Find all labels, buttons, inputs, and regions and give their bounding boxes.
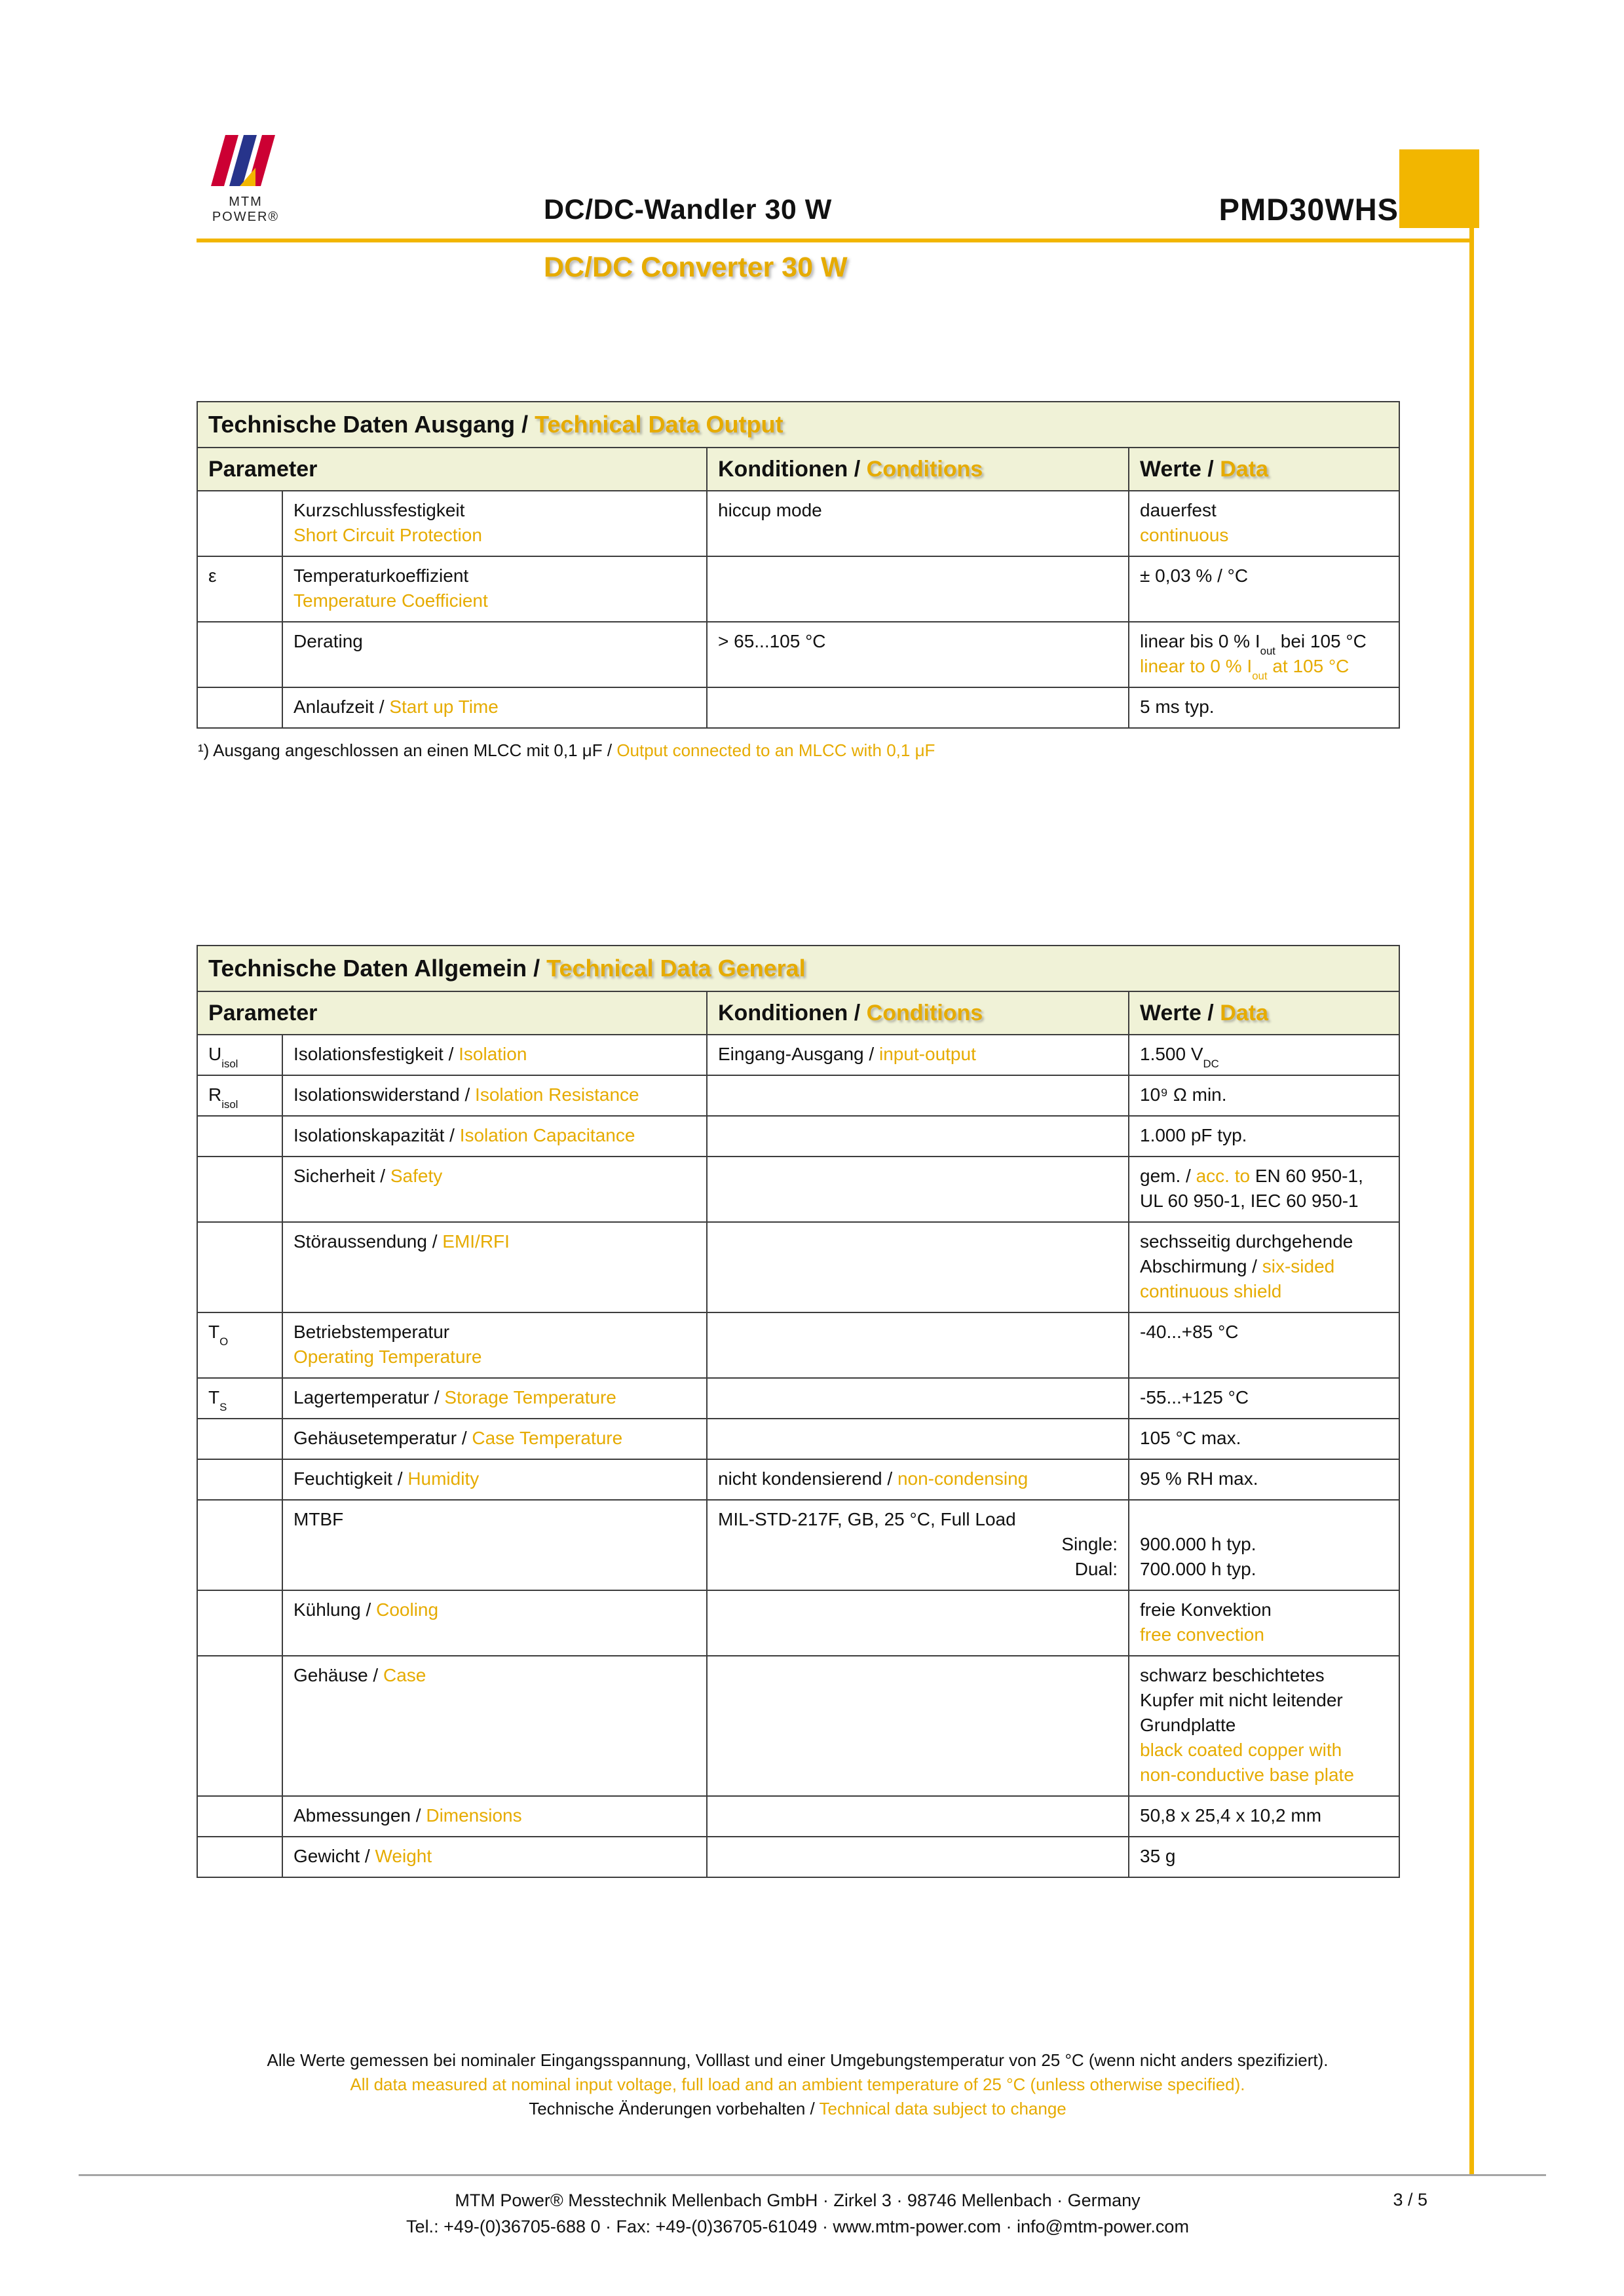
value-text: 50,8 x 25,4 x 10,2 mm — [1140, 1805, 1322, 1826]
cond-line2: Single: — [1061, 1534, 1118, 1554]
cell-parameter — [282, 1378, 707, 1419]
param-en: Storage Temperature — [444, 1387, 616, 1407]
cell-conditions — [707, 1222, 1129, 1312]
param-de: MTBF — [293, 1509, 344, 1529]
value-line3: Grundplatte — [1140, 1715, 1236, 1735]
row-mtbf — [197, 1500, 1399, 1590]
output-table-header-row — [197, 448, 1399, 491]
note-german: Alle Werte gemessen bei nominaler Eingangsspannung, Volllast und einer Umgebungstemperatur von 25 °C (wenn nicht anders spezifiziert). — [267, 2050, 1329, 2070]
param-de: Derating — [293, 631, 363, 651]
param-en: Isolation — [459, 1044, 527, 1064]
value-line1: sechsseitig durchgehende — [1140, 1231, 1353, 1252]
value-line1: schwarz beschichtetes — [1140, 1665, 1325, 1685]
output-table — [197, 401, 1400, 729]
cell-parameter — [282, 1222, 707, 1312]
param-en: Humidity — [407, 1468, 480, 1489]
param-de: Kurzschlussfestigkeit — [293, 500, 465, 520]
row-symbol — [197, 1500, 282, 1590]
value-rest: EN 60 950-1, — [1250, 1166, 1363, 1186]
header-accent-rule — [197, 239, 1473, 242]
cond-line3: Dual: — [1074, 1559, 1118, 1579]
accent-vertical-rule — [1469, 228, 1474, 2174]
col-cond-de: Konditionen / — [718, 1001, 867, 1025]
cell-parameter — [282, 556, 707, 622]
value-text: 10⁹ Ω min. — [1140, 1084, 1227, 1105]
cell-conditions — [707, 491, 1129, 556]
output-table-footnote — [197, 739, 1399, 761]
row-symbol — [197, 491, 282, 556]
row-temp-coefficient — [197, 556, 1399, 622]
param-en: Isolation Resistance — [475, 1084, 639, 1105]
product-code: PMD30WHS — [1218, 192, 1399, 227]
cell-parameter — [282, 1116, 707, 1157]
value-en: free convection — [1140, 1624, 1264, 1645]
value-de-text: linear bis 0 % I — [1140, 631, 1260, 651]
column-header-data — [1129, 991, 1399, 1035]
row-emi-rfi — [197, 1222, 1399, 1312]
cell-parameter — [282, 1656, 707, 1796]
title-en: Technical Data Output — [535, 411, 784, 438]
cell-conditions — [707, 1796, 1129, 1837]
symbol-epsilon: ε — [208, 565, 217, 586]
doc-title-german: DC/DC-Wandler 30 W — [544, 194, 832, 225]
footer-company-line: MTM Power® Messtechnik Mellenbach GmbH · Zirkel 3 · 98746 Mellenbach · Germany — [455, 2191, 1141, 2210]
cell-conditions — [707, 1419, 1129, 1459]
value-text: 105 °C max. — [1140, 1428, 1241, 1448]
cell-conditions — [707, 1116, 1129, 1157]
value-de: gem. / — [1140, 1166, 1196, 1186]
symbol-t: T — [208, 1387, 220, 1407]
param-en: Isolation Capacitance — [459, 1125, 635, 1145]
row-humidity — [197, 1459, 1399, 1500]
param-en: Temperature Coefficient — [293, 590, 488, 611]
general-table-title — [197, 946, 1399, 991]
value-line2 — [1140, 1254, 1388, 1279]
note-changes — [197, 2097, 1399, 2121]
cell-parameter — [282, 1075, 707, 1116]
row-short-circuit — [197, 491, 1399, 556]
cond-text: > 65...105 °C — [718, 631, 826, 651]
cell-conditions — [707, 1500, 1129, 1590]
value-text: ± 0,03 % / °C — [1140, 565, 1249, 586]
cond-text: hiccup mode — [718, 500, 822, 520]
cell-value — [1129, 1116, 1399, 1157]
value-line2: Kupfer mit nicht leitender — [1140, 1690, 1343, 1710]
output-table-title-row — [197, 402, 1399, 448]
cell-value — [1129, 1419, 1399, 1459]
mtm-logo-icon — [207, 131, 284, 189]
cell-conditions — [707, 687, 1129, 728]
cond-line1: MIL-STD-217F, GB, 25 °C, Full Load — [718, 1509, 1016, 1529]
cell-parameter — [282, 687, 707, 728]
row-symbol — [197, 1157, 282, 1222]
mtm-logo — [193, 131, 298, 225]
row-dimensions — [197, 1796, 1399, 1837]
cell-value — [1129, 687, 1399, 728]
value-en — [1140, 654, 1388, 683]
cell-conditions — [707, 1590, 1129, 1656]
row-symbol — [197, 1222, 282, 1312]
cell-value — [1129, 1378, 1399, 1419]
row-isolation-resistance — [197, 1075, 1399, 1116]
row-symbol — [197, 1116, 282, 1157]
value-text: 1.500 V — [1140, 1044, 1203, 1064]
row-symbol — [197, 1590, 282, 1656]
general-table — [197, 945, 1400, 1878]
note-changes-de: Technische Änderungen vorbehalten / — [529, 2099, 820, 2118]
value-en: continuous — [1140, 525, 1229, 545]
column-header-conditions — [707, 991, 1129, 1035]
row-symbol — [197, 1656, 282, 1796]
symbol-sub: O — [219, 1335, 229, 1349]
param-de: Kühlung / — [293, 1599, 377, 1620]
cell-conditions — [707, 1035, 1129, 1075]
param-de: Isolationswiderstand / — [293, 1084, 476, 1105]
param-de: Anlaufzeit / — [293, 697, 390, 717]
value-text: 1.000 pF typ. — [1140, 1125, 1247, 1145]
col-param-label: Parameter — [208, 457, 318, 482]
param-en: Safety — [390, 1166, 443, 1186]
cell-conditions — [707, 1075, 1129, 1116]
param-de: Lagertemperatur / — [293, 1387, 445, 1407]
value-line3: continuous shield — [1140, 1281, 1282, 1301]
row-operating-temperature — [197, 1312, 1399, 1378]
cell-parameter — [282, 1312, 707, 1378]
col-data-en: Data — [1220, 1001, 1268, 1025]
symbol-t: T — [208, 1322, 220, 1342]
cell-value — [1129, 1500, 1399, 1590]
row-weight — [197, 1837, 1399, 1877]
row-storage-temperature — [197, 1378, 1399, 1419]
value-line2: UL 60 950-1, IEC 60 950-1 — [1140, 1191, 1359, 1211]
footer-block — [197, 2187, 1399, 2240]
param-de: Temperaturkoeffizient — [293, 565, 469, 586]
value-de: dauerfest — [1140, 500, 1217, 520]
cell-conditions — [707, 1378, 1129, 1419]
cell-parameter — [282, 1796, 707, 1837]
row-symbol — [197, 1419, 282, 1459]
param-en: Case — [383, 1665, 426, 1685]
cell-value — [1129, 1312, 1399, 1378]
param-en: Cooling — [376, 1599, 439, 1620]
row-symbol — [197, 1312, 282, 1378]
row-safety — [197, 1157, 1399, 1222]
param-en: Case Temperature — [472, 1428, 623, 1448]
cell-parameter — [282, 1837, 707, 1877]
cell-parameter — [282, 1590, 707, 1656]
footnote-de: ¹) Ausgang angeschlossen an einen MLCC mit 0,1 μF / — [198, 740, 617, 760]
col-data-en: Data — [1220, 457, 1268, 482]
col-cond-en: Conditions — [866, 1001, 983, 1025]
doc-title-english: DC/DC Converter 30 W — [544, 252, 848, 283]
value-en-text: linear to 0 % I — [1140, 656, 1253, 676]
row-cooling — [197, 1590, 1399, 1656]
param-de: Abmessungen / — [293, 1805, 426, 1826]
param-en: Operating Temperature — [293, 1347, 482, 1367]
value-de: Abschirmung / — [1140, 1256, 1262, 1276]
mtm-logo-text: MTM POWER® — [212, 195, 280, 224]
row-symbol — [197, 1837, 282, 1877]
row-case — [197, 1656, 1399, 1796]
cell-conditions — [707, 1157, 1129, 1222]
value-single: 900.000 h typ. — [1140, 1534, 1256, 1554]
value-en-text2: at 105 °C — [1267, 656, 1350, 676]
cell-conditions — [707, 1459, 1129, 1500]
symbol-sub: isol — [221, 1098, 238, 1111]
param-en: EMI/RFI — [442, 1231, 510, 1252]
param-de: Gewicht / — [293, 1846, 375, 1866]
row-symbol — [197, 1796, 282, 1837]
param-en: Short Circuit Protection — [293, 525, 482, 545]
value-text: 95 % RH max. — [1140, 1468, 1258, 1489]
value-de-sub: out — [1260, 645, 1275, 658]
cell-value — [1129, 491, 1399, 556]
value-de: freie Konvektion — [1140, 1599, 1272, 1620]
symbol-sub: isol — [221, 1058, 238, 1071]
cell-parameter — [282, 1035, 707, 1075]
param-en: Weight — [375, 1846, 432, 1866]
cell-value — [1129, 1035, 1399, 1075]
row-symbol — [197, 1378, 282, 1419]
col-param-label: Parameter — [208, 1001, 318, 1025]
param-de: Feuchtigkeit / — [293, 1468, 408, 1489]
column-header-parameter — [197, 991, 707, 1035]
cond-de: Eingang-Ausgang / — [718, 1044, 879, 1064]
title-en: Technical Data General — [546, 955, 806, 982]
row-symbol — [197, 556, 282, 622]
param-de: Gehäusetemperatur / — [293, 1428, 472, 1448]
cell-value — [1129, 1796, 1399, 1837]
cell-value — [1129, 1590, 1399, 1656]
row-symbol — [197, 622, 282, 687]
value-de — [1140, 629, 1388, 658]
cell-value — [1129, 1459, 1399, 1500]
param-de: Isolationskapazität / — [293, 1125, 460, 1145]
cell-conditions — [707, 1656, 1129, 1796]
value-text: 35 g — [1140, 1846, 1176, 1866]
row-isolation-capacitance — [197, 1116, 1399, 1157]
output-table-section — [197, 401, 1399, 761]
cell-conditions — [707, 556, 1129, 622]
general-table-section — [197, 945, 1399, 1878]
cell-parameter — [282, 1157, 707, 1222]
param-de: Betriebstemperatur — [293, 1322, 450, 1342]
measurement-notes — [197, 2048, 1399, 2121]
cond-de: nicht kondensierend / — [718, 1468, 897, 1489]
value-line1 — [1140, 1164, 1388, 1189]
cell-value — [1129, 1837, 1399, 1877]
note-english: All data measured at nominal input voltage, full load and an ambient temperature of 25 °C (unless otherwise specified). — [350, 2075, 1245, 2094]
accent-square — [1399, 149, 1479, 228]
column-header-conditions — [707, 448, 1129, 491]
cell-value — [1129, 556, 1399, 622]
row-case-temperature — [197, 1419, 1399, 1459]
col-data-de: Werte / — [1140, 1001, 1220, 1025]
cell-value — [1129, 622, 1399, 687]
value-de-text2: bei 105 °C — [1275, 631, 1367, 651]
cell-value — [1129, 1222, 1399, 1312]
footnote-en: Output connected to an MLCC with 0,1 μF — [616, 740, 935, 760]
cell-value — [1129, 1656, 1399, 1796]
value-en: six-sided — [1262, 1256, 1335, 1276]
cell-value — [1129, 1075, 1399, 1116]
cond-en: non-condensing — [897, 1468, 1029, 1489]
value-line4: black coated copper with — [1140, 1740, 1342, 1760]
cell-parameter — [282, 622, 707, 687]
row-symbol — [197, 1459, 282, 1500]
param-de: Gehäuse / — [293, 1665, 383, 1685]
row-derating — [197, 622, 1399, 687]
cell-parameter — [282, 1459, 707, 1500]
row-symbol — [197, 687, 282, 728]
page-number: 3 / 5 — [1393, 2190, 1427, 2210]
value-sub: DC — [1203, 1058, 1219, 1071]
cell-parameter — [282, 1419, 707, 1459]
cell-conditions — [707, 1837, 1129, 1877]
param-de: Störaussendung / — [293, 1231, 443, 1252]
value-line5: non-conductive base plate — [1140, 1765, 1354, 1785]
cell-parameter — [282, 1500, 707, 1590]
value-dual: 700.000 h typ. — [1140, 1559, 1256, 1579]
value-text: 5 ms typ. — [1140, 697, 1215, 717]
general-table-title-row — [197, 946, 1399, 991]
param-de: Isolationsfestigkeit / — [293, 1044, 459, 1064]
cond-en: input-output — [878, 1044, 976, 1064]
cell-conditions — [707, 1312, 1129, 1378]
row-isolation — [197, 1035, 1399, 1075]
col-data-de: Werte / — [1140, 457, 1220, 482]
cell-value — [1129, 1157, 1399, 1222]
row-symbol — [197, 1035, 282, 1075]
value-en: acc. to — [1196, 1166, 1251, 1186]
footer-contact-line: Tel.: +49-(0)36705-688 0 · Fax: +49-(0)36705-61049 · www.mtm-power.com · info@mtm-power.com — [406, 2217, 1189, 2236]
param-en: Start up Time — [389, 697, 499, 717]
symbol-r: R — [208, 1084, 222, 1105]
symbol-sub: S — [219, 1401, 227, 1414]
column-header-parameter — [197, 448, 707, 491]
value-en-sub: out — [1252, 670, 1268, 683]
row-symbol — [197, 1075, 282, 1116]
column-header-data — [1129, 448, 1399, 491]
row-startup-time — [197, 687, 1399, 728]
col-cond-en: Conditions — [866, 457, 983, 482]
col-cond-de: Konditionen / — [718, 457, 867, 482]
value-spacer — [1140, 1507, 1388, 1532]
output-table-title — [197, 402, 1399, 448]
value-text: -55...+125 °C — [1140, 1387, 1249, 1407]
symbol-u: U — [208, 1044, 222, 1064]
cell-parameter — [282, 491, 707, 556]
param-en: Dimensions — [426, 1805, 522, 1826]
param-de: Sicherheit / — [293, 1166, 390, 1186]
general-table-header-row — [197, 991, 1399, 1035]
footer-divider — [79, 2174, 1546, 2176]
cell-conditions — [707, 622, 1129, 687]
note-changes-en: Technical data subject to change — [819, 2099, 1067, 2118]
title-de: Technische Daten Allgemein / — [208, 955, 547, 982]
value-text: -40...+85 °C — [1140, 1322, 1239, 1342]
title-de: Technische Daten Ausgang / — [208, 411, 535, 438]
